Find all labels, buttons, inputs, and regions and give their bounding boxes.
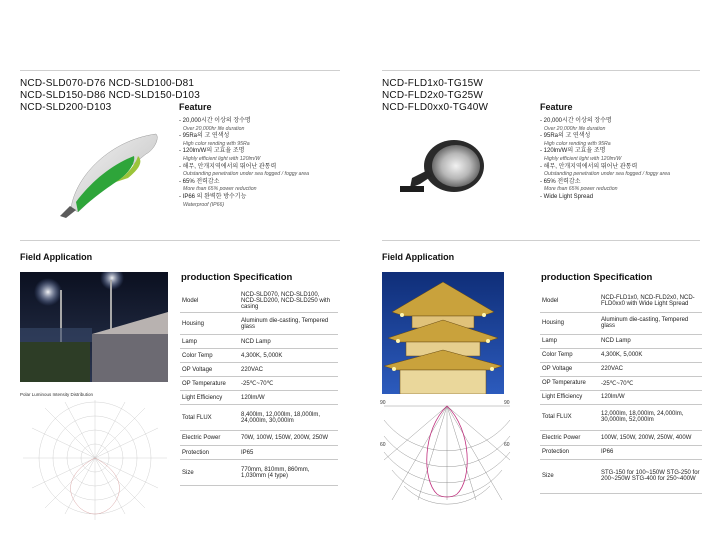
table-row (540, 390, 702, 404)
feature-item: - Wide Light Spread (540, 193, 594, 200)
spec-value: -25℃~70℃ (599, 376, 702, 390)
table-row (540, 290, 702, 312)
spec-key: Color Temp (180, 349, 239, 363)
spec-key: Light Efficiency (540, 390, 599, 404)
table-row (540, 334, 702, 348)
spec-key: Total FLUX (540, 404, 599, 430)
table-row (180, 313, 338, 335)
spec-value: 120lm/W (599, 390, 702, 404)
table-row (180, 460, 338, 486)
left-model-line-2: NCD-SLD150-D86 NCD-SLD150-D103 (20, 90, 200, 101)
spec-value: 220VAC (599, 362, 702, 376)
left-polar-diagram (20, 392, 170, 532)
right-field-application-title: Field Application (382, 252, 455, 262)
table-row (180, 363, 338, 377)
table-row (180, 349, 338, 363)
spec-value: 70W, 100W, 150W, 200W, 250W (239, 431, 338, 446)
spec-value: 8,400lm, 12,000lm, 18,000lm, 24,000lm, 30,000lm (239, 405, 338, 431)
floodlight-product-image (398, 138, 490, 202)
spec-key: OP Temperature (180, 377, 239, 391)
right-model-line-1: NCD-FLD1x0-TG15W (382, 78, 483, 89)
spec-key: Protection (180, 446, 239, 460)
feature-item: - 20,000시간 이상의 장수명 Over 20,000hr life duration (179, 118, 251, 132)
table-row (540, 376, 702, 390)
mid-rule-left (20, 240, 340, 241)
right-polar-diagram (382, 400, 512, 505)
field-application-photo-pagoda (382, 272, 504, 394)
spec-key: Protection (540, 445, 599, 459)
left-model-line-3: NCD-SLD200-D103 (20, 102, 112, 113)
spec-key: Color Temp (540, 348, 599, 362)
table-row (540, 312, 702, 334)
right-model-line-3: NCD-FLD0xx0-TG40W (382, 102, 489, 113)
feature-item: - 95Ra의 고 연색성 High color rending with 95Ra (540, 133, 611, 147)
right-feature-list (540, 118, 705, 202)
spec-value: IP66 (599, 445, 702, 459)
table-row (540, 404, 702, 430)
spec-key: Model (540, 290, 599, 312)
feature-item: - IP66 의 완벽한 방수기능 Waterproof (IP66) (179, 193, 247, 208)
right-model-line-2: NCD-FLD2x0-TG25W (382, 90, 483, 101)
spec-key: Electric Power (180, 431, 239, 446)
table-row (540, 445, 702, 459)
table-row (180, 377, 338, 391)
streetlight-product-image (56, 120, 166, 220)
feature-item: - 해무, 안개지역에서의 뛰어난 관통력 Outstanding penetration under sea fogged / foggy area (540, 163, 671, 178)
spec-value: 4,300K, 5,000K (599, 348, 702, 362)
spec-value: NCD-SLD070, NCD-SLD100, NCD-SLD200, NCD-SLD250 with casing (239, 290, 338, 313)
left-polar-diagram-title: Polar Luminous Intensity Distribution (20, 392, 94, 397)
right-spec-title: production Specification (541, 272, 653, 283)
spec-value: IP65 (239, 446, 338, 460)
left-feature-title: Feature (179, 102, 212, 112)
spec-key: Lamp (540, 334, 599, 348)
field-application-photo-street (20, 272, 168, 382)
spec-key: OP Temperature (540, 376, 599, 390)
spec-key: Total FLUX (180, 405, 239, 431)
spec-key: Housing (540, 312, 599, 334)
spec-value: NCD Lamp (239, 335, 338, 349)
left-spec-table (180, 290, 338, 486)
table-row (540, 430, 702, 445)
left-spec-title: production Specification (181, 272, 293, 283)
table-row (180, 431, 338, 446)
table-row (180, 290, 338, 313)
left-model-line-1: NCD-SLD070-D76 NCD-SLD100-D81 (20, 78, 195, 89)
spec-key: Light Efficiency (180, 391, 239, 405)
table-row (180, 405, 338, 431)
spec-value: NCD-FLD1x0, NCD-FLD2x0, NCD-FLD0xx0 with Wide Light Spread (599, 290, 702, 312)
table-row (540, 348, 702, 362)
feature-item: - 65% 전력감소 More than 65% power reduction (540, 178, 618, 193)
table-row (180, 335, 338, 349)
left-field-application-title: Field Application (20, 252, 93, 262)
spec-key: OP Voltage (180, 363, 239, 377)
right-feature-title: Feature (540, 102, 573, 112)
feature-item: - 20,000시간 이상의 장수명 Over 20,000hr life duration (540, 118, 612, 132)
spec-key: OP Voltage (540, 362, 599, 376)
spec-value: 4,300K, 5,000K (239, 349, 338, 363)
spec-value: 770mm, 810mm, 860mm, 1,030mm (4 type) (239, 460, 338, 486)
mid-rule-right (382, 240, 700, 241)
spec-value: Aluminum die-casting, Tempered glass (599, 312, 702, 334)
spec-key: Housing (180, 313, 239, 335)
feature-item: - 65% 전력감소 More than 65% power reduction (179, 178, 257, 193)
spec-value: 12,000lm, 18,000lm, 24,000lm, 30,000lm, 52,000lm (599, 404, 702, 430)
spec-value: Aluminum die-casting, Tempered glass (239, 313, 338, 335)
table-row (540, 362, 702, 376)
feature-item: - 120lm/W의 고효율 조명 Highly efficient light with 120lm/W (540, 148, 622, 162)
spec-value: -25℃~70℃ (239, 377, 338, 391)
spec-value: NCD Lamp (599, 334, 702, 348)
spec-value: 120lm/W (239, 391, 338, 405)
left-feature-list (179, 118, 339, 209)
right-spec-table (540, 290, 702, 494)
spec-value: STG-150 for 100~150W STG-250 for 200~250W STG-400 for 250~400W (599, 459, 702, 493)
feature-item: - 해무, 안개지역에서의 뛰어난 관통력 Outstanding penetration under sea fogged / foggy area (179, 163, 310, 178)
polar-label-top-right: 90 (504, 400, 510, 406)
feature-item: - 120lm/W의 고효율 조명 Highly efficient light with 120lm/W (179, 148, 261, 162)
polar-label-mid-right: 60 (504, 442, 510, 448)
spec-key: Size (540, 459, 599, 493)
top-rule-right (382, 70, 700, 71)
spec-key: Size (180, 460, 239, 486)
polar-label-top-left: 90 (380, 400, 386, 406)
spec-key: Lamp (180, 335, 239, 349)
table-row (180, 446, 338, 460)
table-row (540, 459, 702, 493)
feature-item: - 95Ra의 고 연색성 High color rending with 95Ra (179, 133, 250, 147)
spec-value: 100W, 150W, 200W, 250W, 400W (599, 430, 702, 445)
spec-value: 220VAC (239, 363, 338, 377)
top-rule-left (20, 70, 340, 71)
spec-key: Electric Power (540, 430, 599, 445)
spec-key: Model (180, 290, 239, 313)
polar-label-mid-left: 60 (380, 442, 386, 448)
table-row (180, 391, 338, 405)
